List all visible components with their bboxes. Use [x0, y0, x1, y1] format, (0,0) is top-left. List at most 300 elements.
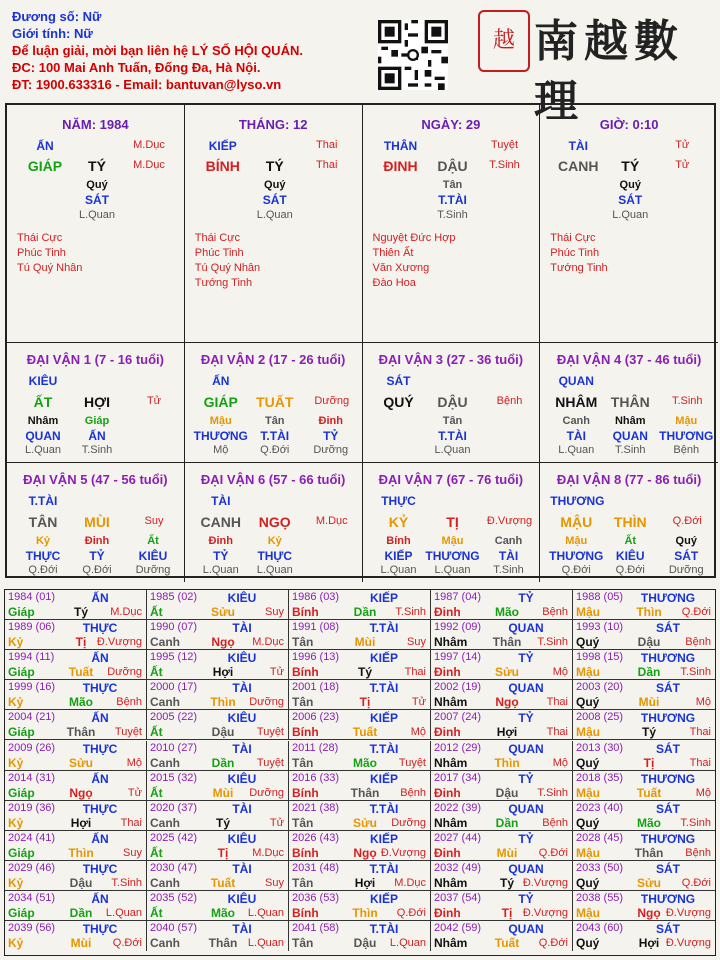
year-label: 2017 (34): [434, 771, 482, 784]
year-can: Ất: [150, 725, 163, 740]
pillar-can: GIÁP: [27, 158, 63, 174]
dai-van-god: THƯƠNG: [550, 493, 605, 508]
pillar-3: [363, 105, 541, 343]
year-can: Tân: [292, 875, 314, 890]
year-cell: [289, 741, 431, 771]
year-truong-sinh: Q.Đới: [112, 937, 142, 950]
dai-van-5: [7, 463, 185, 583]
hidden-god: QUAN: [25, 429, 61, 443]
year-chi: Tuất: [494, 936, 520, 951]
year-cell: [431, 590, 573, 620]
year-god: SÁT: [656, 681, 680, 696]
dai-van-god: ẤN: [212, 374, 230, 388]
year-truong-sinh: Tử: [411, 696, 426, 709]
year-god: KIẾP: [369, 892, 398, 906]
year-label: 1992 (09): [434, 621, 482, 634]
year-truong-sinh: Thai: [689, 756, 711, 769]
year-god: KIẾP: [369, 591, 398, 605]
year-god: KIÊU: [227, 831, 257, 846]
hidden-phase: T.Sinh: [493, 563, 524, 576]
hidden-stem: Kỷ: [35, 534, 51, 547]
hidden-phase: T.Sinh: [81, 444, 113, 456]
dai-van-2: [185, 343, 363, 463]
hidden-phase: Q.Đới: [615, 563, 645, 576]
hidden-god: KIÊU: [615, 548, 645, 563]
year-label: 2009 (26): [8, 741, 56, 754]
year-truong-sinh: Q.Đới: [396, 907, 426, 919]
year-truong-sinh: Tử: [127, 786, 142, 799]
logo-text: 南越數理: [534, 16, 684, 127]
year-label: 1986 (03): [292, 591, 340, 603]
year-god: KIẾP: [369, 771, 398, 786]
year-cell: [289, 650, 431, 680]
dai-van-truong-sinh: Đ.Vượng: [486, 514, 533, 527]
dai-van-chi: THÌN: [613, 513, 647, 530]
year-label: 2008 (25): [576, 711, 624, 724]
year-cell: [573, 801, 715, 831]
year-label: 1995 (12): [150, 651, 198, 664]
year-can: Quý: [576, 755, 600, 770]
year-cell: [289, 891, 431, 921]
year-truong-sinh: M.Dục: [394, 876, 426, 889]
dai-van-chi: DẬU: [437, 394, 468, 410]
year-label: 2006 (23): [292, 711, 340, 724]
hidden-stem: Ất: [147, 534, 159, 547]
year-cell: [5, 650, 147, 680]
year-god: QUAN: [508, 621, 544, 636]
year-can: Mậu: [576, 605, 600, 619]
year-label: 2029 (46): [8, 861, 56, 874]
star: Phúc Tinh: [17, 247, 66, 259]
year-label: 1999 (16): [8, 681, 56, 694]
year-chi: Ngọ: [211, 635, 235, 650]
year-cell: [5, 891, 147, 921]
year-label: 2023 (40): [576, 801, 624, 814]
year-can: Ất: [150, 605, 163, 619]
year-label: 2021 (38): [292, 801, 340, 814]
dai-van-truong-sinh: Tử: [146, 395, 162, 407]
year-label: 1997 (14): [434, 651, 482, 664]
dai-van-chi: MÙI: [84, 513, 110, 530]
dai-van-3: [363, 343, 541, 463]
hidden-phase: Q.Đới: [82, 563, 112, 576]
hidden-stem: Mậu: [675, 415, 698, 427]
year-cell: [573, 921, 715, 951]
hidden-stem: Canh: [494, 534, 523, 547]
year-cell: [289, 861, 431, 891]
pillar-chi: DẬU: [437, 158, 468, 174]
pillar-truong-sinh-2: T.Sinh: [489, 159, 520, 171]
year-label: 2007 (24): [434, 711, 482, 724]
year-god: T.TÀI: [369, 741, 399, 756]
pillar-truong-sinh-1: Tử: [675, 139, 690, 151]
year-chi: Tý: [73, 605, 88, 619]
year-cell: [431, 680, 573, 710]
hidden-god: THỰC: [257, 548, 293, 563]
year-label: 2014 (31): [8, 771, 56, 784]
hidden-god: TÀI: [566, 429, 586, 443]
year-label: 2004 (21): [8, 711, 56, 724]
star: Tú Quý Nhân: [194, 262, 261, 274]
year-chi: Tị: [217, 845, 229, 860]
yearly-table: [4, 589, 716, 956]
pillar-truong-sinh-2: Thai: [316, 159, 338, 171]
year-cell: [289, 771, 431, 801]
pillar-truong-sinh-2: Tử: [675, 159, 690, 171]
year-label: 2033 (50): [576, 861, 624, 874]
year-cell: [289, 590, 431, 620]
dai-van-chi: NGỌ: [258, 513, 291, 530]
hidden-god: THƯƠNG: [659, 429, 714, 443]
dai-van-can: KỶ: [388, 513, 409, 530]
year-god: THỰC: [82, 801, 118, 816]
year-truong-sinh: Đ.Vượng: [665, 937, 711, 950]
year-god: KIẾP: [369, 651, 398, 666]
year-god: KIÊU: [227, 892, 257, 906]
dai-van-god: THỰC: [381, 493, 416, 508]
year-cell: [147, 891, 289, 921]
year-god: QUAN: [508, 801, 544, 816]
year-god: ẤN: [91, 651, 109, 666]
dai-van-truong-sinh: Suy: [144, 514, 164, 527]
year-truong-sinh: Thai: [404, 666, 426, 679]
year-chi: Dậu: [69, 875, 93, 890]
dai-van-title: ĐẠI VẬN 1 (7 - 16 tuổi): [26, 352, 164, 367]
year-cell: [431, 771, 573, 801]
year-chi: Thân: [634, 845, 664, 860]
year-label: 2037 (54): [434, 892, 482, 904]
year-label: 1993 (10): [576, 621, 624, 634]
hidden-stem: Đinh: [318, 415, 343, 427]
year-truong-sinh: Dưỡng: [249, 786, 284, 799]
year-cell: [5, 831, 147, 861]
hidden-stem: Quý: [675, 534, 697, 547]
pillar-can: CANH: [558, 158, 599, 174]
pillar-truong-sinh-1: Thai: [316, 139, 338, 151]
year-chi: Thân: [350, 785, 380, 800]
dai-van-title: ĐẠI VẬN 5 (47 - 56 tuổi): [23, 471, 168, 487]
year-label: 2016 (33): [292, 771, 340, 784]
year-chi: Dần: [353, 605, 377, 619]
year-can: Tân: [292, 695, 314, 710]
year-chi: Mão: [211, 906, 235, 920]
year-can: Ất: [150, 906, 163, 920]
dai-van-6: [185, 463, 363, 583]
year-truong-sinh: Mộ: [695, 696, 711, 709]
year-chi: Dần: [69, 906, 93, 920]
dai-van-1: [7, 343, 185, 463]
year-god: KIÊU: [227, 651, 257, 666]
star: Phúc Tinh: [194, 247, 244, 259]
year-god: THỰC: [82, 922, 118, 937]
hidden-god: THƯƠNG: [549, 548, 604, 563]
year-cell: [147, 650, 289, 680]
dai-van-truong-sinh: T.Sinh: [671, 395, 703, 407]
year-truong-sinh: Mộ: [410, 726, 426, 739]
year-truong-sinh: T.Sinh: [395, 606, 426, 618]
dai-van-title: ĐẠI VẬN 3 (27 - 36 tuổi): [378, 352, 524, 367]
year-god: T.TÀI: [369, 861, 399, 876]
year-can: Ất: [150, 785, 163, 800]
year-truong-sinh: Dưỡng: [391, 816, 426, 829]
dai-van-can: MẬU: [560, 513, 593, 530]
contact-line-2: ĐC: 100 Mai Anh Tuấn, Đống Đa, Hà Nội.: [12, 60, 261, 75]
year-chi: Dần: [211, 755, 235, 770]
year-label: 2010 (27): [150, 741, 198, 754]
year-truong-sinh: L.Quan: [247, 937, 284, 950]
year-can: Kỷ: [8, 755, 24, 770]
year-truong-sinh: Dưỡng: [249, 696, 284, 709]
hidden-phase: Bệnh: [673, 444, 700, 456]
pillar-can-god: KIẾP: [208, 139, 237, 153]
year-truong-sinh: Suy: [265, 606, 284, 618]
year-cell: [573, 680, 715, 710]
year-label: 2011 (28): [292, 741, 339, 754]
year-cell: [289, 921, 431, 951]
year-chi: Mùi: [354, 635, 376, 650]
year-god: KIẾP: [369, 711, 398, 726]
main-grid: [5, 103, 716, 578]
year-truong-sinh: Suy: [123, 846, 142, 859]
year-god: TỶ: [518, 711, 534, 726]
year-chi: Sửu: [210, 605, 236, 619]
dai-van-can: CANH: [200, 513, 241, 530]
dai-van-god: QUAN: [558, 374, 594, 388]
year-label: 1996 (13): [292, 651, 340, 664]
year-truong-sinh: Tuyệt: [114, 726, 142, 739]
dai-van-8: [540, 463, 718, 583]
year-can: Đinh: [434, 845, 461, 860]
year-label: 2020 (37): [150, 801, 198, 814]
year-can: Đinh: [434, 906, 461, 920]
year-cell: [147, 710, 289, 740]
contact-line-3: ĐT: 1900.633316 - Email: bantuvan@lyso.vn: [12, 77, 282, 92]
year-cell: [289, 710, 431, 740]
year-god: KIÊU: [227, 711, 257, 726]
year-god: T.TÀI: [369, 681, 399, 696]
year-truong-sinh: Mộ: [552, 756, 568, 769]
year-cell: [5, 620, 147, 650]
year-chi: Mùi: [212, 785, 234, 800]
year-god: THƯƠNG: [640, 651, 696, 666]
year-can: Canh: [150, 635, 180, 650]
star: Thái Cực: [194, 232, 241, 244]
year-god: KIẾP: [369, 831, 398, 846]
year-god: TÀI: [232, 861, 252, 876]
hidden-god: THƯƠNG: [193, 429, 248, 443]
year-can: Nhâm: [434, 635, 468, 650]
year-label: 2031 (48): [292, 861, 340, 874]
year-god: TỶ: [518, 591, 534, 605]
dai-van-chi: TUẤT: [256, 394, 294, 410]
year-cell: [431, 891, 573, 921]
dai-van-title: ĐẠI VẬN 4 (37 - 46 tuổi): [556, 352, 702, 367]
year-chi: Thìn: [68, 845, 94, 860]
hidden-god: T.TÀI: [438, 429, 467, 443]
hidden-god: TÀI: [498, 548, 519, 563]
year-truong-sinh: M.Dục: [252, 636, 284, 649]
year-god: SÁT: [656, 922, 680, 937]
year-label: 2003 (20): [576, 681, 624, 694]
year-cell: [5, 921, 147, 951]
hidden-god: TỶ: [89, 548, 105, 563]
year-cell: [5, 710, 147, 740]
year-truong-sinh: Đ.Vượng: [522, 907, 568, 919]
year-chi: Dậu: [353, 936, 377, 951]
hidden-god: SÁT: [618, 193, 643, 207]
year-can: Nhâm: [434, 695, 468, 710]
year-chi: Thân: [492, 635, 522, 650]
year-label: 2002 (19): [434, 681, 482, 694]
hidden-stem: Đinh: [84, 534, 110, 547]
year-truong-sinh: Mộ: [552, 666, 568, 679]
pillar-title: GIỜ: 0:10: [599, 117, 659, 132]
year-god: THƯƠNG: [640, 892, 696, 906]
year-truong-sinh: Tuyệt: [398, 756, 426, 769]
pillar-chi: TÝ: [88, 158, 106, 174]
year-chi: Hợi: [354, 875, 376, 890]
year-truong-sinh: Đ.Vượng: [665, 907, 711, 919]
hidden-phase: L.Quan: [256, 563, 293, 576]
year-can: Canh: [150, 695, 180, 710]
year-label: 2034 (51): [8, 892, 56, 904]
year-cell: [431, 861, 573, 891]
year-god: SÁT: [656, 801, 680, 816]
year-cell: [147, 620, 289, 650]
year-truong-sinh: M.Dục: [252, 846, 284, 859]
year-can: Quý: [576, 936, 600, 951]
year-can: Đinh: [434, 665, 461, 680]
year-truong-sinh: Q.Đới: [681, 876, 711, 889]
year-label: 1998 (15): [576, 651, 624, 664]
pillar-title: NĂM: 1984: [62, 117, 129, 132]
dai-van-truong-sinh: M.Dục: [315, 514, 348, 527]
star: Thiên Ất: [372, 247, 414, 259]
year-god: TÀI: [232, 621, 252, 636]
year-label: 1989 (06): [8, 621, 56, 634]
year-truong-sinh: Đ.Vượng: [96, 636, 142, 649]
year-label: 1984 (01): [8, 591, 56, 603]
pillar-4: [540, 105, 718, 343]
year-cell: [431, 741, 573, 771]
pillar-can-god: TÀI: [568, 139, 588, 153]
year-chi: Thìn: [352, 906, 378, 920]
hidden-god: THƯƠNG: [425, 548, 480, 563]
year-chi: Mão: [69, 695, 93, 710]
year-can: Kỷ: [8, 695, 24, 710]
year-truong-sinh: Tử: [269, 666, 284, 679]
year-chi: Thìn: [494, 755, 520, 770]
hidden-stem: Tân: [442, 415, 463, 427]
year-can: Ất: [150, 665, 163, 680]
pillar-phase: L.Quan: [256, 209, 293, 221]
contact-line-1: Để luận giải, mời bạn liên hệ LÝ SỐ HỘI QUÁN.: [12, 43, 303, 58]
year-god: ẤN: [91, 831, 109, 846]
hidden-stem: Mậu: [565, 534, 588, 547]
year-chi: Hợi: [638, 936, 660, 951]
year-label: 2018 (35): [576, 771, 624, 784]
pillar-truong-sinh-2: M.Dục: [133, 159, 165, 171]
year-chi: Sửu: [352, 815, 378, 830]
year-god: SÁT: [656, 621, 680, 636]
pillar-truong-sinh-1: Tuyệt: [490, 139, 519, 151]
year-chi: Dậu: [495, 785, 519, 800]
hidden-stem: Mậu: [441, 534, 464, 547]
gioi-tinh: Giới tính: Nữ: [12, 26, 93, 41]
year-god: SÁT: [656, 741, 680, 756]
hidden-phase: Q.Đới: [561, 563, 591, 576]
year-can: Canh: [150, 875, 180, 890]
dai-van-title: ĐẠI VẬN 8 (77 - 86 tuổi): [556, 471, 702, 487]
dai-van-can: QUÝ: [383, 394, 414, 410]
year-truong-sinh: T.Sinh: [537, 636, 568, 649]
year-can: Giáp: [8, 605, 35, 619]
year-chi: Tý: [357, 665, 372, 680]
year-truong-sinh: Thai: [689, 726, 711, 739]
dai-van-chi: TỊ: [446, 513, 459, 530]
year-truong-sinh: Tử: [269, 816, 284, 829]
year-truong-sinh: Bệnh: [400, 786, 426, 799]
year-truong-sinh: Mộ: [126, 756, 142, 769]
dai-van-chi: THÂN: [610, 394, 650, 410]
hidden-stem: Tân: [442, 179, 463, 191]
year-chi: Mão: [495, 605, 519, 619]
year-god: THƯƠNG: [640, 711, 696, 726]
year-can: Đinh: [434, 605, 461, 619]
year-cell: [289, 620, 431, 650]
hidden-god: T.TÀI: [438, 193, 467, 207]
year-god: TÀI: [232, 922, 252, 937]
year-cell: [147, 861, 289, 891]
pillar-phase: L.Quan: [78, 209, 116, 221]
hidden-stem: Mậu: [209, 415, 232, 427]
hidden-god: SÁT: [85, 193, 109, 207]
year-cell: [573, 831, 715, 861]
hidden-stem: Quý: [264, 179, 286, 191]
year-chi: Thân: [66, 725, 96, 740]
year-cell: [147, 741, 289, 771]
year-truong-sinh: Q.Đới: [538, 937, 568, 950]
year-can: Bính: [292, 785, 319, 800]
year-cell: [431, 620, 573, 650]
year-god: TỶ: [518, 651, 534, 666]
year-chi: Ngọ: [69, 785, 93, 800]
dai-van-truong-sinh: Q.Đới: [672, 514, 702, 527]
year-truong-sinh: T.Sinh: [680, 666, 711, 679]
hidden-god: SÁT: [262, 193, 287, 207]
year-chi: Thìn: [636, 605, 662, 619]
year-chi: Tý: [215, 815, 230, 830]
year-god: THỰC: [82, 621, 118, 636]
year-cell: [147, 771, 289, 801]
year-truong-sinh: M.Dục: [110, 606, 142, 618]
year-chi: Dần: [637, 665, 661, 680]
year-cell: [431, 921, 573, 951]
year-truong-sinh: T.Sinh: [537, 786, 568, 799]
year-cell: [431, 831, 573, 861]
star: Nguyệt Đức Hợp: [372, 232, 456, 244]
star: Thái Cực: [17, 232, 63, 244]
year-label: 2024 (41): [8, 831, 56, 844]
year-label: 2041 (58): [292, 922, 340, 935]
year-cell: [5, 741, 147, 771]
year-cell: [289, 801, 431, 831]
year-can: Bính: [292, 665, 319, 680]
year-god: TỶ: [518, 831, 534, 846]
year-can: Canh: [150, 755, 180, 770]
star: Tướng Tinh: [550, 262, 608, 274]
year-god: ẤN: [91, 591, 109, 605]
